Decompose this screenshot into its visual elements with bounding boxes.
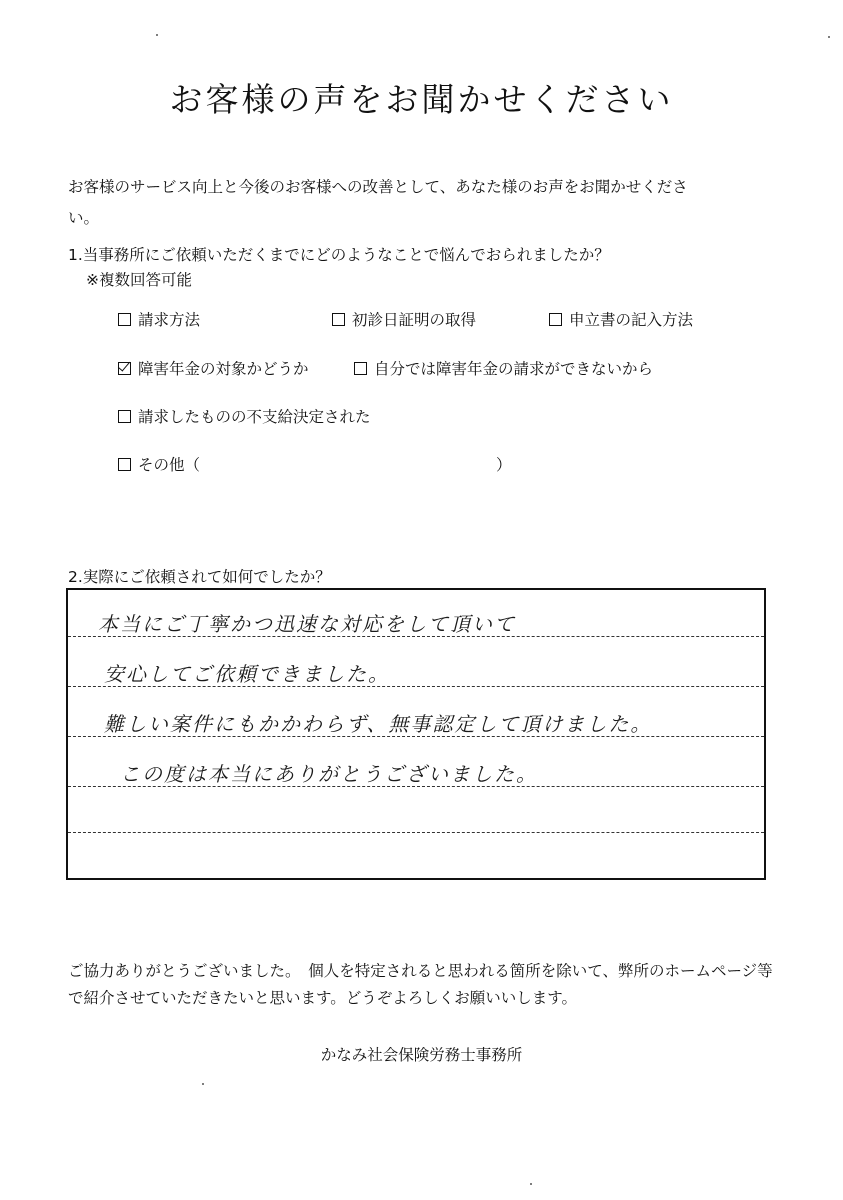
option-rejected[interactable]	[118, 405, 371, 427]
scan-speck	[156, 34, 158, 36]
other-close-paren: ）	[496, 456, 512, 474]
option-billing-method[interactable]	[118, 308, 200, 330]
option-cannot-apply-alone[interactable]	[354, 357, 653, 379]
closing-message: ご協力ありがとうございました。 個人を特定されると思われる箇所を除いて、弊所のホームページ等で紹介させていただきたいと思います。どうぞよろしくお願いいします。	[68, 962, 773, 1007]
handwritten-line-1: 本当にご丁寧かつ迅速な対応をして頂いて	[98, 612, 516, 636]
office-name: かなみ社会保険労務士事務所	[320, 1046, 523, 1064]
question-1-label: 1.当事務所にご依頼いただくまでにどのようなことで悩んでおられましたか？	[68, 246, 610, 264]
option-eligibility[interactable]	[118, 357, 309, 379]
scan-speck	[530, 1183, 532, 1185]
option-other[interactable]	[118, 453, 200, 475]
option-label: 請求したものの不支給決定された	[138, 408, 371, 426]
question-2-label: 2.実際にご依頼されて如何でしたか？	[68, 568, 331, 586]
checkbox[interactable]	[354, 362, 367, 375]
scan-speck	[202, 1083, 204, 1085]
checkbox[interactable]	[332, 313, 345, 326]
page-title: お客様の声をお聞かせください	[169, 80, 674, 119]
checkbox[interactable]	[118, 313, 131, 326]
checkbox[interactable]	[549, 313, 562, 326]
handwritten-line-4: この度は本当にありがとうございました。	[120, 762, 538, 786]
option-first-visit-proof[interactable]	[332, 308, 476, 330]
option-label: 初診日証明の取得	[352, 311, 477, 329]
option-label: 請求方法	[138, 311, 201, 329]
option-label: 自分では障害年金の請求ができないから	[374, 360, 654, 378]
checkbox[interactable]	[118, 410, 131, 423]
question-1-note: ※複数回答可能	[86, 271, 192, 289]
checkbox[interactable]	[118, 458, 131, 471]
handwritten-line-2: 安心してご依頼できました。	[104, 662, 390, 686]
option-label: 障害年金の対象かどうか	[138, 360, 309, 378]
answer-box[interactable]	[66, 588, 766, 880]
scan-speck	[828, 36, 830, 38]
ruled-line	[68, 832, 764, 833]
option-statement-writing[interactable]	[549, 308, 693, 330]
option-label: 申立書の記入方法	[569, 311, 694, 329]
intro-text: お客様のサービス向上と今後のお客様への改善として、あなた様のお声をお聞かせください。	[68, 178, 688, 227]
handwritten-line-3: 難しい案件にもかかわらず、無事認定して頂けました。	[104, 712, 653, 736]
option-label: その他（	[138, 456, 201, 474]
checkbox-checked[interactable]	[118, 362, 131, 375]
